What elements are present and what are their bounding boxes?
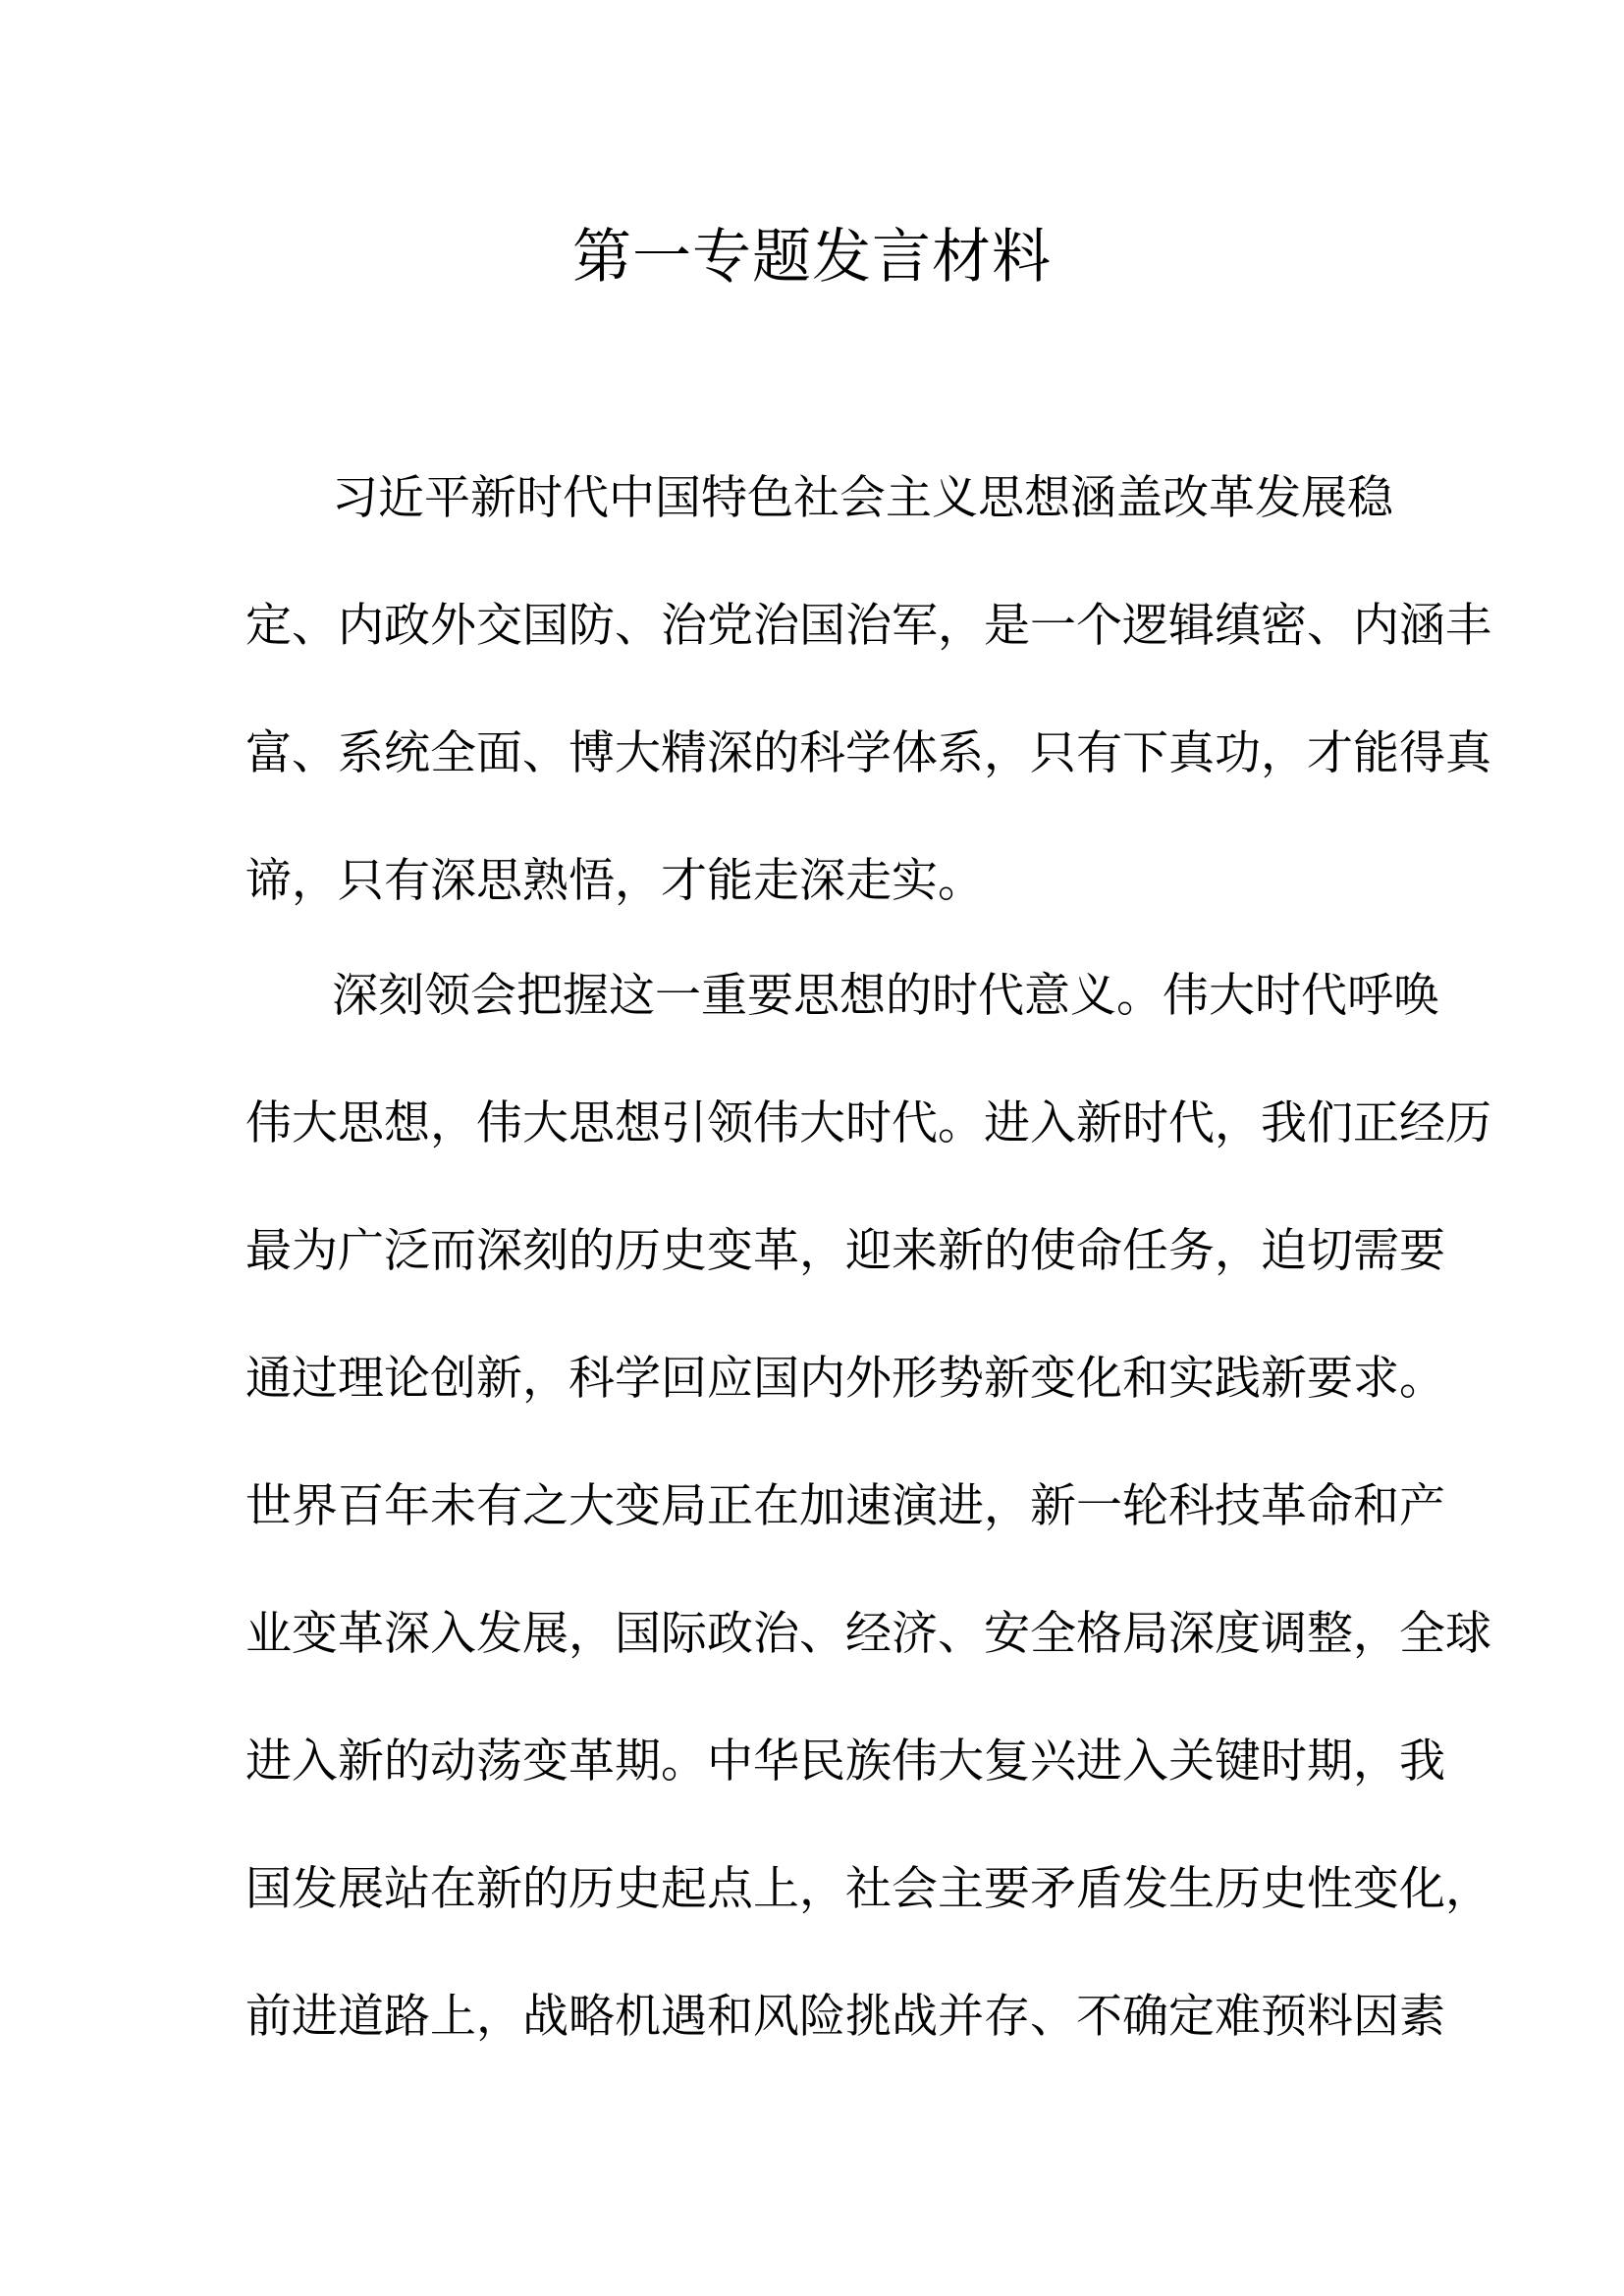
paragraph-2-line-4: 通过理论创新，科学回应国内外形势新变化和实践新要求。	[245, 1352, 1445, 1406]
paragraph-1-line-1: 习近平新时代中国特色社会主义思想涵盖改革发展稳	[332, 471, 1393, 525]
document-title: 第一专题发言材料	[572, 223, 1052, 292]
paragraph-2-line-7: 进入新的动荡变革期。中华民族伟大复兴进入关键时期，我	[245, 1735, 1445, 1789]
paragraph-1-line-3: 富、系统全面、博大精深的科学体系，只有下真功，才能得真	[245, 726, 1491, 780]
paragraph-2-line-6: 业变革深入发展，国际政治、经济、安全格局深度调整，全球	[245, 1607, 1491, 1661]
paragraph-1-line-2: 定、内政外交国防、治党治国治军，是一个逻辑缜密、内涵丰	[245, 599, 1491, 653]
paragraph-2-line-8: 国发展站在新的历史起点上，社会主要矛盾发生历史性变化，	[245, 1862, 1491, 1916]
paragraph-2-line-2: 伟大思想，伟大思想引领伟大时代。进入新时代，我们正经历	[245, 1096, 1491, 1150]
paragraph-2-line-1: 深刻领会把握这一重要思想的时代意义。伟大时代呼唤	[332, 969, 1439, 1023]
paragraph-2-line-9: 前进道路上，战略机遇和风险挑战并存、不确定难预料因素	[245, 1990, 1445, 2044]
paragraph-2-line-5: 世界百年未有之大变局正在加速演进，新一轮科技革命和产	[245, 1479, 1445, 1533]
paragraph-2-line-3: 最为广泛而深刻的历史变革，迎来新的使命任务，迫切需要	[245, 1224, 1445, 1278]
paragraph-1-line-4: 谛，只有深思熟悟，才能走深走实。	[245, 854, 984, 908]
